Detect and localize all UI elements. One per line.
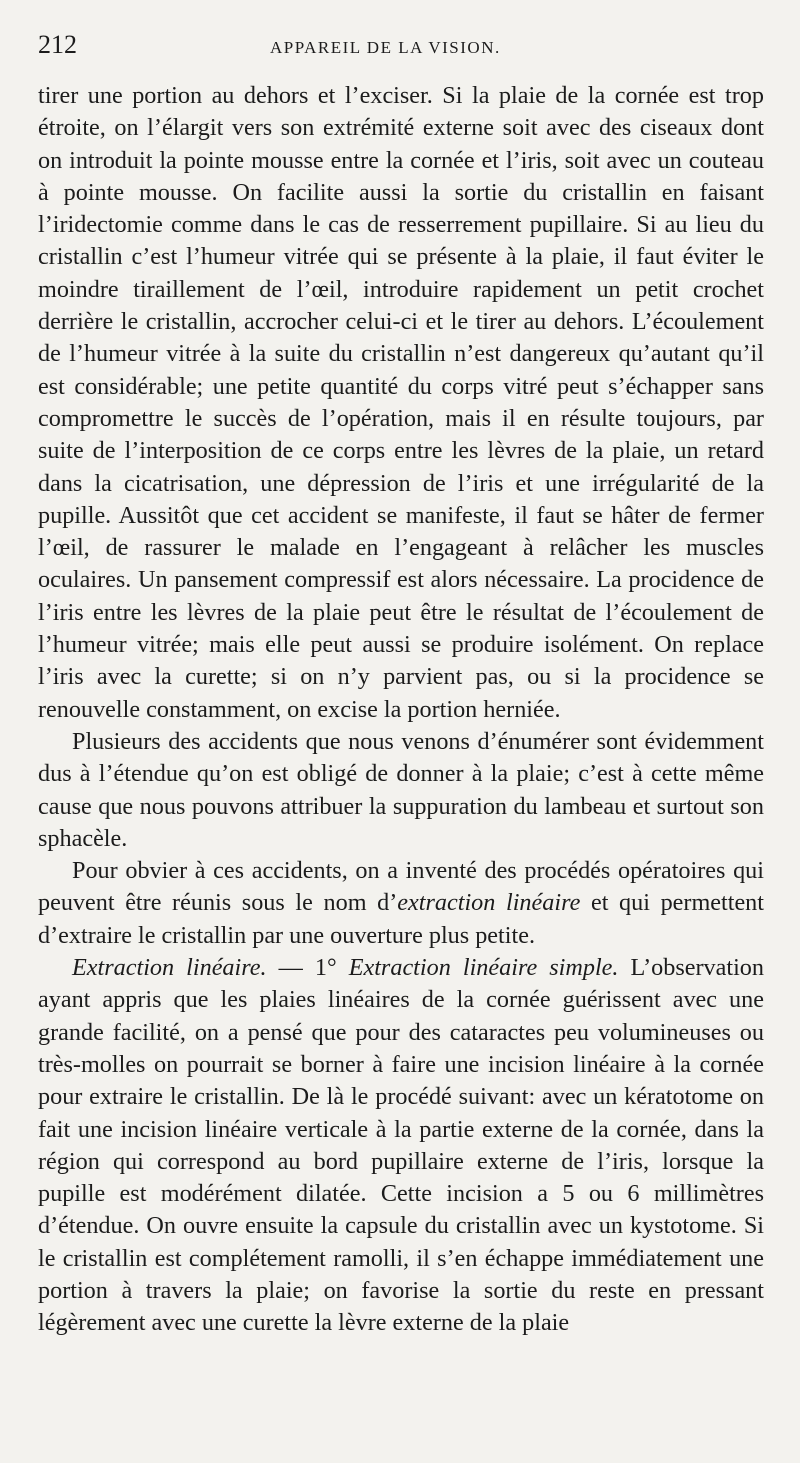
paragraph-continuation: tirer une portion au dehors et l’exciser. Si la plaie de la cornée est trop étroite, on l’élargit vers son extrémité externe soit avec des ciseaux dont on introduit la pointe mousse entre la cornée et l’iris, soit avec un couteau à pointe mousse. On facilite aussi la sortie du cristallin en faisant l’iridectomie comme dans le cas de resserrement pupillaire. Si au lieu du cristallin c’est l’humeur vitrée qui se présente à la plaie, il faut éviter le moindre tiraillement de l’œil, introduire rapidement un petit crochet derrière le cristallin, accrocher celui-ci et le tirer au dehors. L’écoulement de l’humeur vitrée à la suite du cristallin n’est dangereux qu’autant qu’il est considérable; une petite quantité du corps vitré peut s’échapper sans compromettre le succès de l’opération, mais il en résulte toujours, par suite de l’interposition de ce corps entre les lèvres de la plaie, un retard dans la cicatrisation, une dépression de l’iris et une irrégularité de la pupille. Aussitôt que cet accident se manifeste, il faut se hâter de fermer l’œil, de rassurer le malade en l’engageant à relâcher les muscles oculaires. Un pansement compressif est alors nécessaire. La procidence de l’iris entre les lèvres de la plaie peut être le résultat de l’écoulement de l’humeur vitrée; mais elle peut aussi se produire isolément. On replace l’iris avec la curette; si on n’y parvient pas, ou si la procidence se renouvelle constamment, on excise la portion herniée. xyxy=(38,82,764,723)
page-header xyxy=(38,30,764,76)
page-number: 212 xyxy=(38,30,77,59)
running-title: APPAREIL DE LA VISION. xyxy=(270,38,501,57)
paragraph-accidents: Plusieurs des accidents que nous venons d’énumérer sont évidemment dus à l’étendue qu’on est obligé de donner à la plaie; c’est à cette même cause que nous pouvons attribuer la suppuration du lambeau et surtout son sphacèle. xyxy=(38,727,764,852)
body-text xyxy=(38,80,764,1340)
paragraph-linear-extraction-intro xyxy=(38,855,764,952)
paragraph-text: Pour obvier à ces accidents, on a inventé des procédés opératoires qui peuvent être réunis sous le nom d’ xyxy=(38,857,764,917)
paragraph-simple-linear-extraction xyxy=(38,952,764,1340)
section-heading: Extraction linéaire. xyxy=(72,954,267,982)
paragraph-text: L’observation ayant appris que les plaies linéaires de la cornée guérissent avec une grande facilité, on a pensé que pour des cataractes peu volumineuses ou très-molles on pourrait se borner à faire une incision linéaire à la cornée pour extraire le cristallin. De là le procédé suivant: avec un kératotome on fait une incision linéaire verticale à la partie externe de la cornée, dans la région qui correspond au bord pupillaire externe de l’iris, lorsque la pupille est modérément dilatée. Cette incision a 5 ou 6 millimètres d’étendue. On ouvre ensuite la capsule du cristallin avec un kystotome. Si le cristallin est complétement ramolli, il s’en échappe immédiatement une portion à travers la plaie; on favorise la sortie du reste en pressant légèrement avec une curette la lèvre externe de la plaie xyxy=(38,954,764,1337)
heading-separator: — 1° xyxy=(266,954,349,982)
subsection-heading: Extraction linéaire simple. xyxy=(348,954,619,982)
italic-term: extraction linéaire xyxy=(397,889,581,917)
paragraph-text: et qui permettent d’extraire le cristallin par une ouverture plus petite. xyxy=(38,889,764,949)
